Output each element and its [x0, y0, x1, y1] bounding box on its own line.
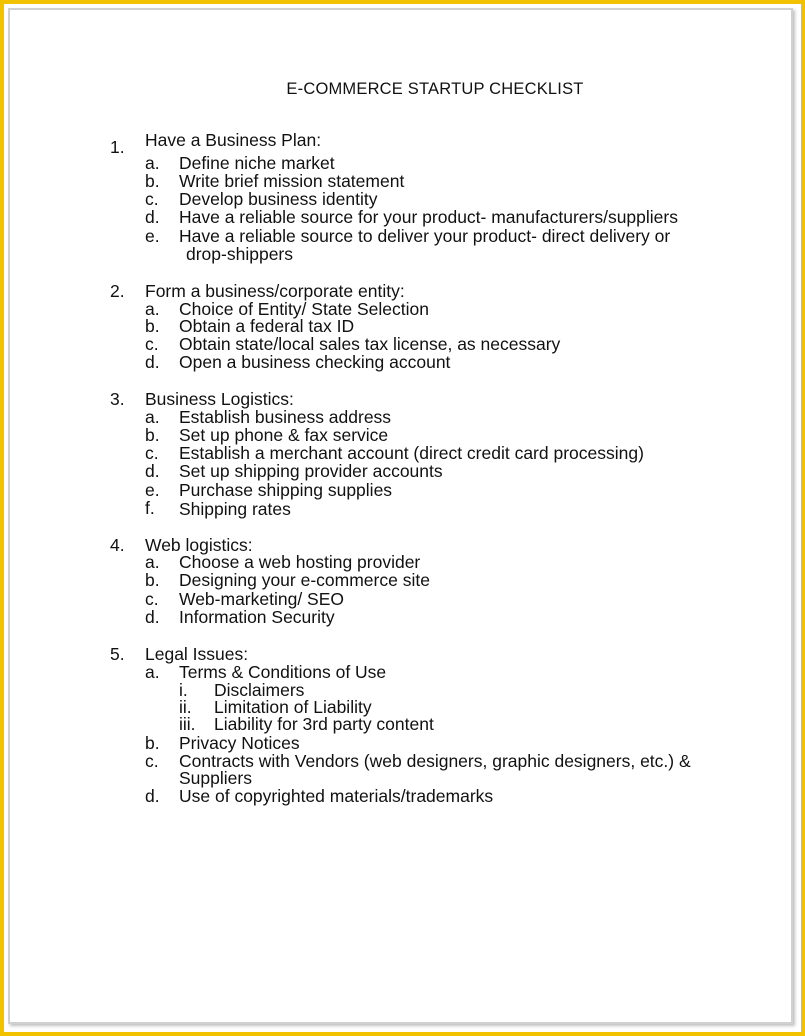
section-heading: Business Logistics:: [145, 389, 294, 409]
list-subitem: Liability for 3rd party content: [214, 714, 434, 734]
list-item: Privacy Notices: [179, 733, 300, 753]
item-label: a.: [145, 552, 160, 572]
list-item: Establish a merchant account (direct credit card processing): [179, 443, 644, 463]
subitem-label: i.: [179, 680, 188, 700]
list-item: Terms & Conditions of Use: [179, 662, 387, 682]
item-label: b.: [145, 425, 160, 445]
section-number: 2.: [110, 281, 125, 301]
list-item: Obtain a federal tax ID: [179, 316, 355, 336]
section-number: 1.: [110, 137, 125, 157]
item-label: a.: [145, 407, 160, 427]
list-item: Obtain state/local sales tax license, as necessary: [179, 334, 561, 354]
subitem-label: iii.: [179, 714, 196, 734]
item-label: c.: [145, 443, 159, 463]
list-item-continuation: drop-shippers: [186, 244, 293, 264]
section-number: 5.: [110, 644, 125, 664]
list-item: Information Security: [179, 607, 335, 627]
item-label: d.: [145, 207, 160, 227]
list-item: Use of copyrighted materials/trademarks: [179, 786, 494, 806]
list-item-continuation: Suppliers: [179, 768, 252, 788]
list-item: Contracts with Vendors (web designers, graphic designers, etc.) &: [179, 751, 691, 771]
list-item: Shipping rates: [179, 499, 291, 519]
item-label: c.: [145, 751, 159, 771]
list-item: Have a reliable source to deliver your product- direct delivery or: [179, 226, 671, 246]
list-item: Establish business address: [179, 407, 392, 427]
item-label: b.: [145, 171, 160, 191]
list-item: Write brief mission statement: [179, 171, 405, 191]
list-subitem: Disclaimers: [214, 680, 305, 700]
item-label: c.: [145, 589, 159, 609]
subitem-label: ii.: [179, 697, 192, 717]
list-item: Open a business checking account: [179, 352, 451, 372]
item-label: e.: [145, 480, 160, 500]
list-item: Designing your e-commerce site: [179, 570, 430, 590]
item-label: a.: [145, 662, 160, 682]
item-label: c.: [145, 189, 159, 209]
item-label: d.: [145, 461, 160, 481]
section-heading: Web logistics:: [145, 535, 253, 555]
section-heading: Have a Business Plan:: [145, 130, 322, 150]
item-label: a.: [145, 153, 160, 173]
item-label: c.: [145, 334, 159, 354]
section-number: 3.: [110, 389, 125, 409]
item-label: d.: [145, 786, 160, 806]
section-number: 4.: [110, 535, 125, 555]
list-subitem: Limitation of Liability: [214, 697, 372, 717]
list-item: Define niche market: [179, 153, 335, 173]
item-label: b.: [145, 316, 160, 336]
list-item: Choose a web hosting provider: [179, 552, 421, 572]
item-label: b.: [145, 733, 160, 753]
list-item: Develop business identity: [179, 189, 378, 209]
list-item: Purchase shipping supplies: [179, 480, 393, 500]
list-item: Set up shipping provider accounts: [179, 461, 443, 481]
item-label: e.: [145, 226, 160, 246]
item-label: b.: [145, 570, 160, 590]
list-item: Web-marketing/ SEO: [179, 589, 345, 609]
list-item: Choice of Entity/ State Selection: [179, 299, 429, 319]
list-item: Set up phone & fax service: [179, 425, 389, 445]
item-label: f.: [145, 498, 155, 518]
section-heading: Legal Issues:: [145, 644, 249, 664]
section-heading: Form a business/corporate entity:: [145, 281, 405, 301]
list-item: Have a reliable source for your product- manufacturers/suppliers: [179, 207, 678, 227]
item-label: d.: [145, 352, 160, 372]
item-label: a.: [145, 299, 160, 319]
item-label: d.: [145, 607, 160, 627]
document-title: E-COMMERCE STARTUP CHECKLIST: [286, 80, 584, 98]
